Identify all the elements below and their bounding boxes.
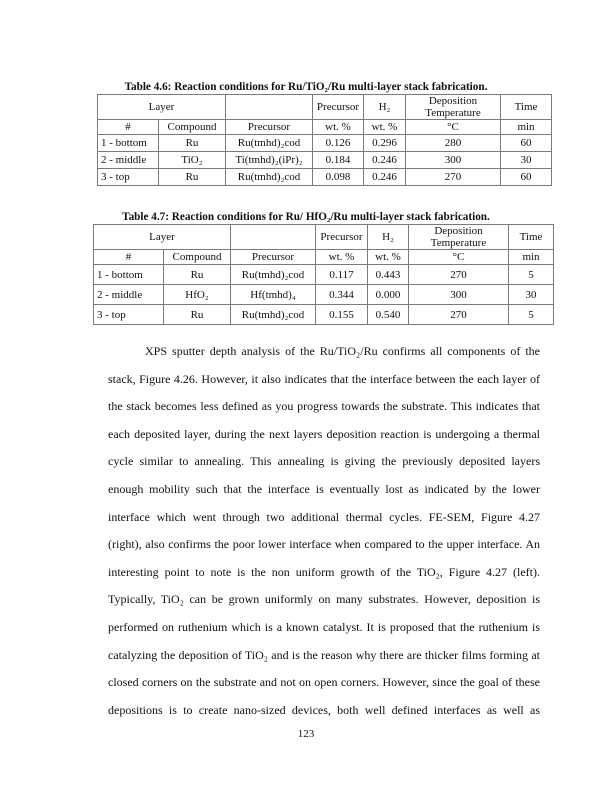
body-paragraph xyxy=(108,338,540,724)
cell-temperature: 270 xyxy=(409,305,509,325)
header-row xyxy=(94,225,554,250)
cell-temperature: 270 xyxy=(409,265,509,285)
paragraph-line: each deposited layer, during the next layers deposition reaction is undergoing a thermal xyxy=(108,426,540,441)
table-4-7 xyxy=(93,224,554,325)
header-cell: wt. % xyxy=(368,250,409,265)
cell-compound: Ru xyxy=(164,265,231,285)
paragraph-line: closed corners on the substrate and not on open corners. However, since the goal of these xyxy=(108,675,540,690)
cell-layer: 3 - top xyxy=(94,305,164,325)
table-row xyxy=(94,285,554,305)
table-row xyxy=(98,135,552,152)
table-4-6-caption: Table 4.6: Reaction conditions for Ru/TiO₂/Ru multi-layer stack fabrication. xyxy=(124,81,488,93)
cell-time: 5 xyxy=(509,305,554,325)
header-cell: Time xyxy=(509,225,554,250)
header-cell: Time xyxy=(501,95,552,120)
header-cell: # xyxy=(98,120,159,135)
cell-precursor: Hf(tmhd)₄ xyxy=(231,285,316,305)
header-cell: Precursor xyxy=(226,120,313,135)
paragraph-line: XPS sputter depth analysis of the Ru/TiO₂/Ru confirms all components of the xyxy=(145,344,540,358)
table-row xyxy=(94,305,554,325)
cell-precursor: Ru(tmhd)₂cod xyxy=(231,265,316,285)
cell-precursor-wt: 0.344 xyxy=(316,285,368,305)
cell-layer: 3 - top xyxy=(98,169,159,186)
paragraph-line: performed on ruthenium which is a known catalyst. It is proposed that the ruthenium is xyxy=(108,619,540,634)
header-cell: °C xyxy=(406,120,501,135)
table-4-7-caption: Table 4.7: Reaction conditions for Ru/ HfO₂/Ru multi-layer stack fabrication. xyxy=(122,211,490,223)
cell-time: 30 xyxy=(509,285,554,305)
header-row xyxy=(98,95,552,120)
cell-precursor: Ti(tmhd)₂(iPr)₂ xyxy=(226,152,313,169)
cell-precursor: Ru(tmhd)₂cod xyxy=(231,305,316,325)
paragraph-line: interface which went through two additional thermal cycles. FE-SEM, Figure 4.27 xyxy=(108,509,540,524)
header-cell: wt. % xyxy=(316,250,368,265)
cell-time: 60 xyxy=(501,169,552,186)
header-cell: Precursor xyxy=(231,250,316,265)
cell-h2-wt: 0.540 xyxy=(368,305,409,325)
header-cell: Precursor xyxy=(316,225,368,250)
cell-layer: 2 - middle xyxy=(98,152,159,169)
paragraph-line: the stack becomes less defined as you progress towards the substrate. This indicates that xyxy=(108,399,540,414)
page-number: 123 xyxy=(297,728,315,740)
header-cell: Precursor xyxy=(313,95,364,120)
cell-h2-wt: 0.000 xyxy=(368,285,409,305)
paragraph-line: Typically, TiO₂ can be grown uniformly on many substrates. However, deposition is xyxy=(108,592,540,607)
header-cell: wt. % xyxy=(313,120,364,135)
cell-compound: TiO₂ xyxy=(159,152,226,169)
table-row xyxy=(98,169,552,186)
cell-precursor-wt: 0.184 xyxy=(313,152,364,169)
cell-compound: Ru xyxy=(159,169,226,186)
header-cell: °C xyxy=(409,250,509,265)
cell-layer: 1 - bottom xyxy=(94,265,164,285)
header-cell: Layer xyxy=(98,95,226,120)
cell-temperature: 280 xyxy=(406,135,501,152)
cell-h2-wt: 0.443 xyxy=(368,265,409,285)
cell-temperature: 270 xyxy=(406,169,501,186)
cell-precursor: Ru(tmhd)₂cod xyxy=(226,169,313,186)
cell-h2-wt: 0.246 xyxy=(364,152,406,169)
paragraph-line: (right), also confirms the poor lower interface when compared to the upper interface. An xyxy=(108,537,540,552)
paragraph-line: cycle similar to annealing. This annealing is giving the previously deposited layers xyxy=(108,454,540,469)
cell-precursor-wt: 0.126 xyxy=(313,135,364,152)
paragraph-line: enough mobility such that the interface is eventually lost as indicated by the lower xyxy=(108,481,540,496)
cell-time: 60 xyxy=(501,135,552,152)
header-cell: wt. % xyxy=(364,120,406,135)
table-4-6 xyxy=(97,94,552,186)
header-row xyxy=(94,250,554,265)
paragraph-line: stack, Figure 4.26. However, it also indicates that the interface between the each layer of xyxy=(108,371,540,386)
cell-precursor-wt: 0.117 xyxy=(316,265,368,285)
table-row xyxy=(98,152,552,169)
paragraph-line: depositions is to create nano-sized devices, both well defined interfaces as well as xyxy=(108,702,540,717)
cell-layer: 2 - middle xyxy=(94,285,164,305)
cell-h2-wt: 0.296 xyxy=(364,135,406,152)
header-cell: Deposition Temperature xyxy=(409,225,509,250)
header-cell xyxy=(231,225,316,250)
cell-time: 5 xyxy=(509,265,554,285)
cell-layer: 1 - bottom xyxy=(98,135,159,152)
cell-precursor: Ru(tmhd)₂cod xyxy=(226,135,313,152)
table-row xyxy=(94,265,554,285)
header-cell: H₂ xyxy=(364,95,406,120)
paragraph-line: catalyzing the deposition of TiO₂ and is the reason why there are thicker films forming at xyxy=(108,647,540,662)
cell-compound: HfO₂ xyxy=(164,285,231,305)
cell-time: 30 xyxy=(501,152,552,169)
cell-precursor-wt: 0.155 xyxy=(316,305,368,325)
header-cell: min xyxy=(509,250,554,265)
header-cell xyxy=(226,95,313,120)
cell-precursor-wt: 0.098 xyxy=(313,169,364,186)
cell-compound: Ru xyxy=(159,135,226,152)
cell-temperature: 300 xyxy=(406,152,501,169)
header-cell: H₂ xyxy=(368,225,409,250)
header-cell: Deposition Temperature xyxy=(406,95,501,120)
header-cell: min xyxy=(501,120,552,135)
header-cell: # xyxy=(94,250,164,265)
cell-compound: Ru xyxy=(164,305,231,325)
header-cell: Layer xyxy=(94,225,231,250)
header-cell: Compound xyxy=(164,250,231,265)
cell-h2-wt: 0.246 xyxy=(364,169,406,186)
header-cell: Compound xyxy=(159,120,226,135)
paragraph-line: interesting point to note is the non uniform growth of the TiO₂, Figure 4.27 (left). xyxy=(108,564,540,579)
header-row xyxy=(98,120,552,135)
cell-temperature: 300 xyxy=(409,285,509,305)
